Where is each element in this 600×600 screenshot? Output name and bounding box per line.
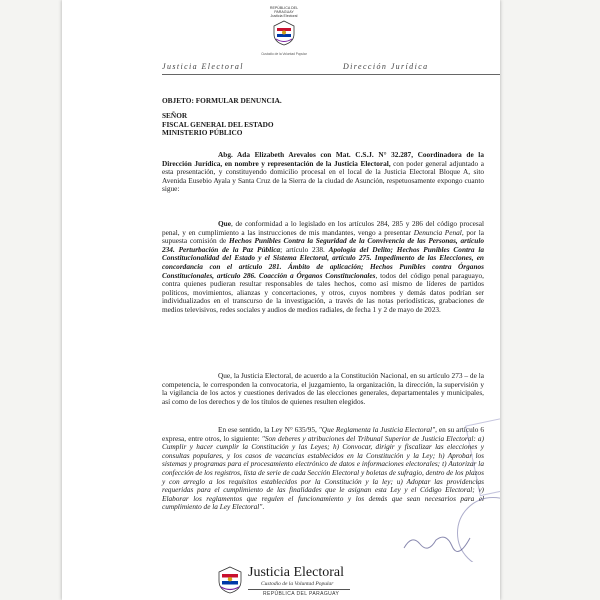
denuncia-text: , de conformidad a lo legislado en los artículos 284, 285 y 286 del código procesal penal, y en cumplimiento a las instrucciones de mis mandantes, vengo a presentar bbox=[162, 219, 484, 237]
que-word: Que bbox=[218, 219, 231, 228]
document-page bbox=[62, 0, 500, 600]
signature-scribble-icon bbox=[402, 530, 472, 554]
footer-country: REPÚBLICA DEL PARAGUAY bbox=[263, 591, 340, 597]
paragraph-intro bbox=[162, 151, 484, 194]
hechos-punibles: Hechos Punibles Contra la Seguridad de la Convivencia de las Personas, artículo 234. Perturbación de la Paz Pública bbox=[162, 236, 484, 254]
ley-text: En ese sentido, la Ley N° 635/95, bbox=[218, 425, 319, 434]
footer-divider bbox=[248, 589, 350, 590]
addressee-line: SEÑOR bbox=[162, 111, 188, 120]
intro-lead: Abg. Ada Elizabeth Arevalos con Mat. C.S.J. N° 32.287, Coordinadora de la Dirección Jurídica, en nombre y representación de la Justicia Electoral, bbox=[162, 150, 484, 168]
seal-org: Justicia Electoral bbox=[270, 14, 298, 18]
ley-quote: "Son deberes y atribuciones del Tribunal Superior de Justicia Electoral: a) Cumplir y hacer cumplir la Constitución y las Leyes; h) Convocar, dirigir y fiscalizar las elecciones y consultas populares, y los casos de vacancias establecidos en la Constitución y la Ley; h) Aprobar los sistemas y programas para el procesamiento electrónico de datos e informaciones electorales; t) Autorizar la confección de los registros, lista de serie de cada Sección Electoral y boletas de sufragio, dentro de los plazos y con arreglo a los requisitos establecidos por la Constitución y la ley; u) Adoptar las providencias requeridas para el cumplimiento de las finalidades que le asignan esta Ley y el Código Electoral; v) Elaborar los reglamentos que regulen el funcionamiento y los demás que sean necesarios para el cumplimiento de la Ley Electoral" bbox=[162, 433, 485, 512]
header-department: Dirección Jurídica bbox=[343, 62, 429, 71]
ley-text: . bbox=[262, 502, 265, 512]
footer-title: Justicia Electoral bbox=[248, 565, 345, 580]
footer-motto: Custodio de la Voluntad Popular bbox=[261, 581, 334, 587]
ley-title: "Que Reglamenta la Justicia Electoral" bbox=[318, 425, 436, 434]
constitucion-text: Que, la Justicia Electoral, de acuerdo a la Constitución Nacional, en su artículo 273 – de la competencia, le corresponden la convocatoria, el juzgamiento, la organización, la dirección, la supervisión y la vigilancia de los actos y cuestiones derivados de las elecciones generales, departamentales y municipales, así como de los derechos y de los títulos de quienes resulten elegidos. bbox=[162, 371, 484, 406]
denuncia-text: , por la supuesta comisión de bbox=[162, 227, 485, 246]
document-objective: OBJETO: FORMULAR DENUNCIA. bbox=[162, 96, 282, 105]
denuncia-text: , todos del código penal paraguayo, contra quienes pudieran resultar responsables de tales hechos, como así mismo de líderes de partidos políticos, movimientos, alianzas y concertaciones, y otros, cuyos nombres y demás datos podrían ser individualizados en el transcurso de la investigación, a través de las notas periodísticas, grabaciones de medios televisivos, redes sociales y audios de medios radiales, de fecha 1 y 2 de mayo de 2023. bbox=[162, 270, 484, 314]
addressee-line: MINISTERIO PÚBLICO bbox=[162, 128, 243, 138]
paragraph-constitucion bbox=[162, 372, 484, 406]
paragraph-ley bbox=[162, 426, 484, 512]
header-seal bbox=[261, 6, 307, 56]
addressee-line: FISCAL GENERAL DEL ESTADO bbox=[162, 119, 274, 129]
denuncia-penal: Denuncia Penal bbox=[413, 227, 462, 237]
header-org: Justicia Electoral bbox=[162, 62, 244, 71]
ley-text: , en su artículo 6 expresa, entre otros, lo siguiente: bbox=[162, 425, 484, 443]
apologia-delito: Apología del Delito; Hechos Punibles Contra la Constitucionalidad del Estado y el Sistema Electoral, artículo 275. Impedimento de las Elecciones, en concordancia con el artículo 281. Ámbito de aplicación; Hechos Punibles contra Órganos Constitucionales, artículo 286. Coacción a Órganos Constitucionales bbox=[162, 244, 484, 280]
footer-banner bbox=[62, 562, 500, 600]
intro-rest: con poder general adjuntado a esta presentación, y constituyendo domicilio procesal en el local de la Justicia Electoral Bloque A, sito Avenida Eusebio Ayala y Santa Cruz de la Sierra de la ciudad de Asunción, respetuosamente expongo cuanto sigue: bbox=[162, 158, 484, 194]
seal-country: REPÚBLICA DEL PARAGUAY bbox=[269, 6, 299, 14]
header-divider bbox=[162, 74, 500, 75]
footer-emblem-icon bbox=[218, 566, 242, 594]
denuncia-text: ; artículo 238. bbox=[280, 244, 329, 254]
paragraph-denuncia bbox=[162, 220, 484, 315]
seal-motto: Custodio de la Voluntad Popular bbox=[261, 52, 307, 56]
addressee-block bbox=[162, 112, 274, 138]
justicia-electoral-emblem-icon bbox=[273, 20, 295, 46]
